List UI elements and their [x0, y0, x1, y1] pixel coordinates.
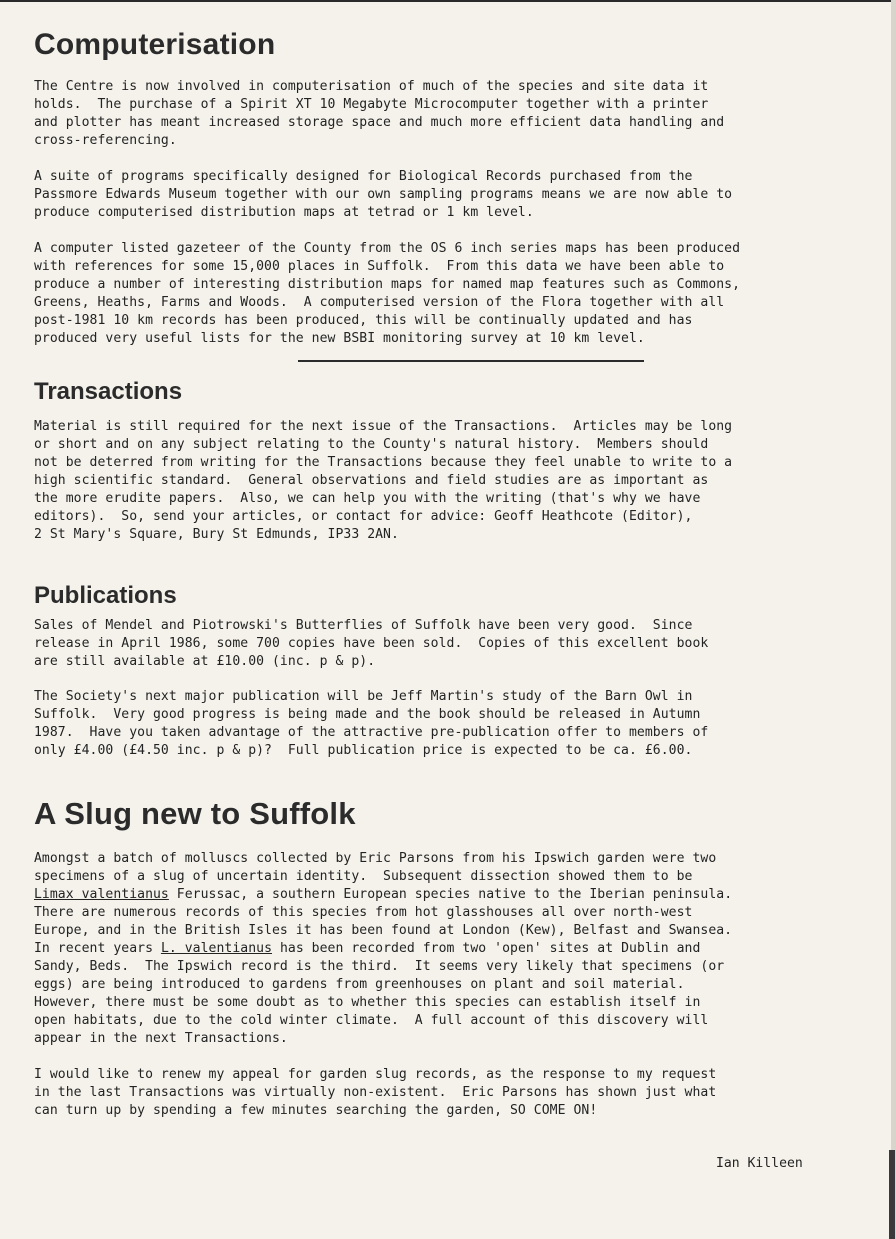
slug-heading: A Slug new to Suffolk	[34, 796, 356, 831]
author-signature: Ian Killeen	[716, 1156, 803, 1171]
slug-paragraph-1: Amongst a batch of molluscs collected by Eric Parsons from his Ipswich garden were two specimens of a slug of uncertain identity. Subsequent dissection showed them to be Limax valentianus Ferussac, a southern European species native to the Iberian peninsula. There are numerous records of this species from hot glasshouses all over north-west Europe, and in the British Isles it has been found at London (Kew), Belfast and Swansea. In recent years L. valentianus has been recorded from two 'open' sites at Dublin and Sandy, Beds. The Ipswich record is the third. It seems very likely that specimens (or eggs) are being introduced to gardens from greenhouses on plant and soil material. However, there must be some doubt as to whether this species can establish itself in open habitats, due to the cold winter climate. A full account of this discovery will appear in the next Transactions.	[34, 851, 733, 1046]
transactions-heading: Transactions	[34, 378, 183, 405]
page-right-edge	[891, 0, 895, 1239]
publications-paragraph-1: Sales of Mendel and Piotrowski's Butterflies of Suffolk have been very good. Since release in April 1986, some 700 copies have been sold. Copies of this excellent book are still available at £10.00 (inc. p & p).	[34, 618, 709, 669]
species-abbrev-underlined: L. valentianus	[160, 941, 273, 956]
publications-heading: Publications	[34, 582, 177, 609]
slug-paragraph-2: I would like to renew my appeal for garden slug records, as the response to my request in the last Transactions was virtually non-existent. Eric Parsons has shown just what can turn up by spending a few minutes searching the garden, SO COME ON!	[34, 1067, 717, 1118]
page-binding-shadow	[889, 1150, 895, 1239]
section-divider	[298, 360, 644, 362]
transactions-paragraph: Material is still required for the next issue of the Transactions. Articles may be long or short and on any subject relating to the County's natural history. Members should not be deterred from writing for the Transactions because they feel unable to write to a high scientific standard. General observations and field studies are as important as the more erudite papers. Also, we can help you with the writing (that's why we have editors). So, send your articles, or contact for advice: Geoff Heathcote (Editor), 2 St Mary's Square, Bury St Edmunds, IP33 2AN.	[34, 419, 733, 542]
computerisation-heading: Computerisation	[34, 28, 276, 61]
computerisation-paragraph-3: A computer listed gazeteer of the County from the OS 6 inch series maps has been produced with references for some 15,000 places in Suffolk. From this data we have been able to produce a number of interesting distribution maps for named map features such as Commons, Greens, Heaths, Farms and Woods. A computerised version of the Flora together with all post-1981 10 km records has been produced, this will be continually updated and has produced very useful lists for the new BSBI monitoring survey at 10 km level.	[34, 241, 741, 346]
computerisation-paragraph-2: A suite of programs specifically designed for Biological Records purchased from the Passmore Edwards Museum together with our own sampling programs means we are now able to produce computerised distribution maps at tetrad or 1 km level.	[34, 169, 733, 220]
computerisation-paragraph-1: The Centre is now involved in computerisation of much of the species and site data it holds. The purchase of a Spirit XT 10 Megabyte Microcomputer together with a printer and plotter has meant increased storage space and much more efficient data handling and cross-referencing.	[34, 79, 725, 148]
species-name-underlined: Limax valentianus	[34, 887, 169, 902]
publications-paragraph-2: The Society's next major publication will be Jeff Martin's study of the Barn Owl in Suffolk. Very good progress is being made and the book should be released in Autumn 1987. Have you taken advantage of the attractive pre-publication offer to members of only £4.00 (£4.50 inc. p & p)? Full publication price is expected to be ca. £6.00.	[34, 689, 709, 758]
page-top-edge	[0, 0, 895, 2]
